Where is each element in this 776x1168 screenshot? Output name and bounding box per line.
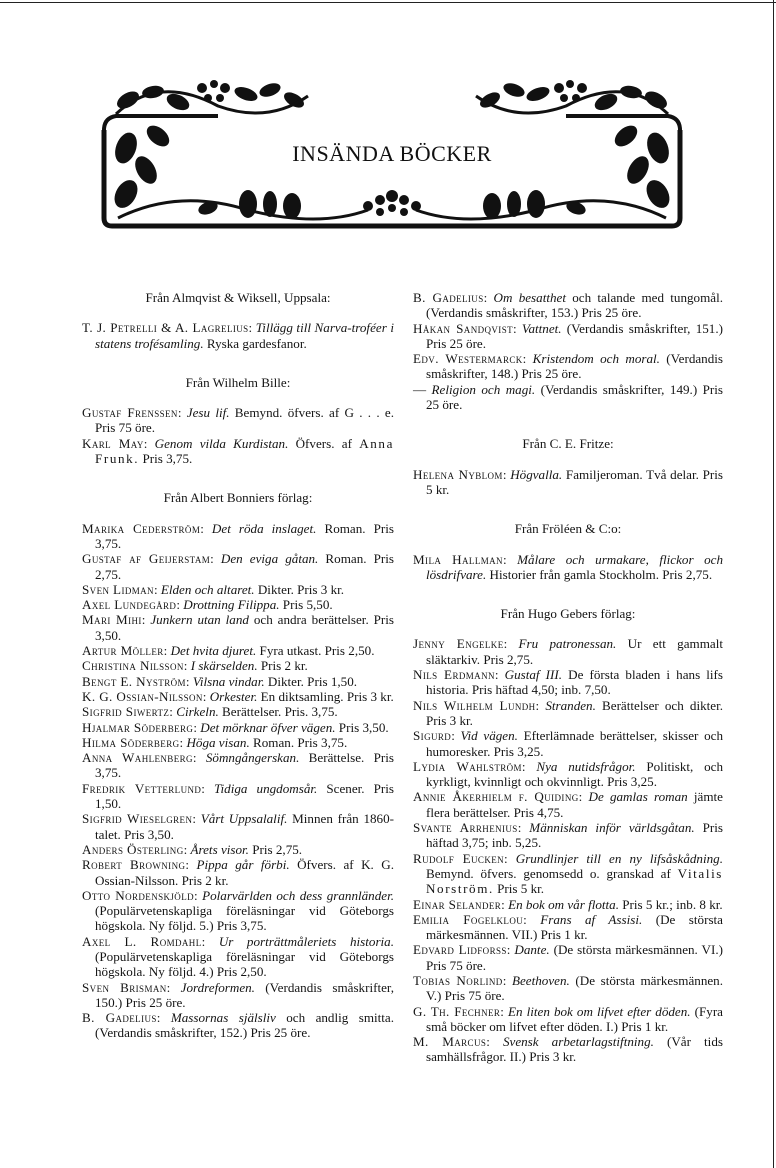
entry-author: Gustaf Frenssen [82,405,178,421]
entry-author: Anna Wahlenberg [82,750,193,766]
book-entry: Sigfrid Wieselgren: Vårt Uppsalalif. Minnen från 1860-talet. Pris 3,50. [82,811,395,842]
book-entry: Annie Åkerhielm f. Quiding: De gamlas roman jämte flera berättelser. Pris 4,75. [413,789,723,820]
book-entry [413,382,723,413]
book-entry: Artur Möller: Det hvita djuret. Fyra utkast. Pris 2,50. [82,643,375,659]
book-entry: Rudolf Eucken: Grundlinjer till en ny lifsåskådning. Bemynd. öfvers. genomsedd o. granskad af Vitalis Norström. Pris 5 kr. [413,850,723,897]
entry-details: Berättelse. Pris 3,75. [95,750,394,781]
entry-author: Sigfrid Wieselgren [82,811,193,827]
entry-title: Höga visan. [186,734,250,750]
entry-details: Bemynd. öfvers. af G . . . e. Pris 75 öre. [95,405,394,436]
book-entry: Hilma Söderberg: Höga visan. Roman. Pris 3,75. [82,734,348,750]
book-entry: Sigfrid Siwertz: Cirkeln. Berättelser. Pris. 3,75. [82,704,338,720]
book-entry: Marika Cederström: Det röda inslaget. Roman. Pris 3,75. [82,520,394,551]
publisher-heading: Från Wilhelm Bille: [185,374,291,390]
book-entry: Håkan Sandqvist: Vattnet. (Verdandis småskrifter, 151.) Pris 25 öre. [413,320,723,351]
entry-author: Sigurd [413,728,452,744]
book-entry: B. Gadelius: Om besatthet och talande med tungomål. (Verdandis småskrifter, 153.) Pris 25 öre. [413,290,723,321]
book-entry: Anders Österling: Årets visor. Pris 2,75. [82,841,303,857]
entry-details: En diktsamling. Pris 3 kr. [257,688,394,704]
book-entry: Edv. Westermarck: Kristendom och moral. (Verdandis småskrifter, 148.) Pris 25 öre. [413,351,724,382]
book-entry: Lydia Wahlström: Nya nutidsfrågor. Politiskt, och kyrkligt, kvinnligt och okvinnligt. Pris 3,25. [413,758,723,790]
book-entry: Otto Nordenskjöld: Polarvärlden och dess grannländer. (Populärvetenskapliga föreläsningar vid Göteborgs högskola. Ny följd. 5.) Pris 3,75. [82,887,394,934]
entry-title: Målare och urmakare, flickor och lösdrifvare. [426,551,723,582]
entry-title: Ur porträttmåleriets historia. [218,933,394,949]
entry-details: Pris häftad 3,75; inb. 5,25. [426,820,723,851]
entry-author: Sven Lidman [82,581,154,597]
entry-author: Lydia Wahlström [413,758,522,774]
entry-title: Fru patronessan. [518,636,617,652]
entry-author: Hjalmar Söderberg [82,719,194,735]
entry-details: (Populärvetenskapliga föreläsningar vid Göteborgs högskola. Ny följd. 4.) Pris 2,50. [95,948,394,980]
entry-title: Elden och altaret. [160,581,255,597]
entry-author: Axel L. Romdahl [82,933,202,949]
entry-title: Beethoven. [511,972,570,988]
scan-right-rule [773,0,774,1168]
entry-title: Stranden. [545,697,596,713]
book-entry: Bengt E. Nyström: Vilsna vindar. Dikter. Pris 1,50. [82,673,358,689]
entry-details: Dikter. Pris 1,50. [264,673,358,689]
entry-title: Vid vägen. [460,728,518,744]
entry-title: Jesu lif. [186,405,230,421]
entry-title: Den eviga gåtan. [220,551,319,567]
entry-title: Junkern utan land [150,612,249,628]
book-entry: Jenny Engelke: Fru patronessan. Ur ett gammalt släktarkiv. Pris 2,75. [413,636,723,667]
entry-details: (De största märkesmännen. V.) Pris 75 öre. [426,972,724,1004]
entry-details: Berättelser och dikter. Pris 3 kr. [426,697,724,728]
entry-details: jämte flera berättelser. Pris 4,75. [426,789,723,820]
book-entry: Christina Nilsson: I skärselden. Pris 2 kr. [82,658,308,674]
entry-details: Politiskt, och kyrkligt, kvinnligt och okvinnligt. Pris 3,25. [426,758,723,790]
entry-details: (Verdandis småskrifter, 149.) Pris 25 öre. [426,381,724,413]
book-entry: Emilia Fogelklou: Frans af Assisi. (De största märkesmännen. VII.) Pris 1 kr. [413,911,723,943]
book-entry: Mari Mihi: Junkern utan land och andra berättelser. Pris 3,50. [82,612,395,643]
entry-details: (Populärvetenskapliga föreläsningar vid Göteborgs högskola. Ny följd. 5.) Pris 3,75. [95,903,394,934]
entry-details: (Vår tids samhällsfrågor. II.) Pris 3 kr. [426,1034,723,1065]
right-column [413,290,723,1065]
entry-title: Människan inför världsgåtan. [529,820,695,836]
left-column [82,290,394,1041]
entry-title: Vattnet. [521,320,562,336]
entry-title: Om besatthet [493,290,566,305]
entry-title: Dante. [514,942,550,958]
entry-author: Svante Arrhenius [413,820,518,836]
book-entry: G. Th. Fechner: En liten bok om lifvet efter döden. (Fyra små böcker om lifvet efter döden. I.) Pris 1 kr. [413,1003,723,1034]
page-title: INSÄNDA BÖCKER [292,141,492,166]
entry-title: Pippa går förbi. [196,857,290,873]
publisher-heading: Från Albert Bonniers förlag: [163,490,313,506]
entry-title: Genom vilda Kurdistan. [154,435,289,451]
entry-author: Rudolf Eucken [413,850,505,866]
entry-title: Det mörknar öfver vägen. [200,719,336,735]
book-entry: Sven Lidman: Elden och altaret. Dikter. Pris 3 kr. [82,581,345,597]
entry-details: De första bladen i hans lifs historia. Pris häftad 4,50; inb. 7,50. [426,667,723,698]
entry-details: och andlig smitta. (Verdandis småskrifter, 152.) Pris 25 öre. [95,1010,394,1041]
entry-translator: Anna Frunk. [95,435,394,467]
entry-details: Pris 2,75. [248,841,303,857]
entry-price: Pris 3,75. [139,451,193,467]
entry-title: Frans af Assisi. [540,911,643,927]
entry-title: Grundlinjer till en ny lifsåskådning. [515,850,723,866]
book-entry: Sven Brisman: Jordreformen. (Verdandis småskrifter, 150.) Pris 25 öre. [82,979,394,1010]
book-entry: Anna Wahlenberg: Sömngångerskan. Berättelse. Pris 3,75. [82,750,394,781]
entry-details: (Verdandis småskrifter, 150.) Pris 25 öre. [95,979,394,1010]
entry-author: Nils Wilhelm Lundh [413,697,536,713]
entry-title: Gustaf III. [504,667,563,683]
entry-details: Roman. Pris 3,75. [95,520,394,551]
scan-top-rule [0,2,776,3]
entry-title: De gamlas roman [588,789,688,805]
book-entry: Svante Arrhenius: Människan inför världsgåtan. Pris häftad 3,75; inb. 5,25. [413,820,723,851]
entry-author: K. G. Ossian-Nilsson [82,688,203,704]
book-entry: Hjalmar Söderberg: Det mörknar öfver vägen. Pris 3,50. [82,719,389,735]
publisher-heading: Från Fröléen & C:o: [514,521,622,537]
book-entry: Helena Nyblom: Högvalla. Familjeroman. Två delar. Pris 5 kr. [413,466,723,497]
entry-title: Nya nutidsfrågor. [536,758,636,774]
entry-author: Karl May [82,435,144,451]
entry-author: Emilia Fogelklou [413,911,524,927]
entry-author: Jenny Engelke [413,636,504,652]
entry-title: Årets visor. [190,841,249,857]
entry-author: M. Marcus [413,1034,487,1050]
entry-details: Öfvers. af K. G. Ossian-Nilsson. Pris 2 kr. [95,857,394,888]
entry-author: Tobias Norlind [413,972,503,988]
entry-author: Annie Åkerhielm f. Quiding [413,789,579,805]
entry-details: Familjeroman. Två delar. Pris 5 kr. [426,466,723,497]
entry-details: (Fyra små böcker om lifvet efter döden. I.) Pris 1 kr. [426,1003,723,1034]
entry-author: Hilma Söderberg [82,734,180,750]
entry-title: Vilsna vindar. [192,673,265,689]
book-entry: Edvard Lidforss: Dante. (De största märkesmännen. VI.) Pris 75 öre. [413,942,723,973]
entry-dash: — [413,381,432,397]
entry-details: Pris 3,50. [335,719,389,735]
book-entry: Sigurd: Vid vägen. Efterlämnade berättelser, skisser och humoresker. Pris 3,25. [413,728,724,759]
entry-title: Kristendom och moral. [532,351,660,367]
book-entry: Robert Browning: Pippa går förbi. Öfvers. af K. G. Ossian-Nilsson. Pris 2 kr. [82,857,394,888]
entry-title: Polarvärlden och dess grannländer. [202,887,394,903]
entry-title: En liten bok om lifvet efter döden. [508,1003,691,1019]
entry-details: Ryska gardesfanor. [203,335,307,351]
publisher-heading: Från Almqvist & Wiksell, Uppsala: [145,290,331,305]
entry-title: Det hvita djuret. [170,643,257,659]
entry-author: Axel Lundegård [82,597,177,613]
entry-details: (De största märkesmännen. VII.) Pris 1 kr. [426,911,723,943]
book-entry: T. J. Petrelli & A. Lagrelius: Tillägg till Narva-troféer i statens trofésamling. Ryska gardesfanor. [82,320,394,351]
entry-title: Drottning Filippa. [183,597,280,613]
book-entry: M. Marcus: Svensk arbetarlagstiftning. (Vår tids samhällsfrågor. II.) Pris 3 kr. [413,1034,723,1065]
entry-title: I skärselden. [190,658,258,674]
entry-author: Helena Nyblom [413,466,503,482]
entry-translator: Vitalis Norström. [426,865,723,897]
entry-title: Jordreformen. [180,979,255,995]
entry-details: Pris 2 kr. [257,658,308,674]
entry-author: Mila Hallman [413,551,503,567]
book-entry: Tobias Norlind: Beethoven. (De största märkesmännen. V.) Pris 75 öre. [413,972,724,1004]
entry-title: Svensk arbetarlagstiftning. [502,1034,654,1050]
entry-author: Gustaf af Geijerstam [82,551,211,567]
entry-author: Håkan Sandqvist [413,320,513,336]
entry-title: Högvalla. [510,466,563,482]
entry-details: Roman. Pris 2,75. [95,551,394,582]
publisher-heading: Från C. E. Fritze: [522,436,614,452]
entry-details: Pris 5,50. [279,597,333,613]
entry-author: G. Th. Fechner [413,1003,501,1019]
entry-author: Bengt E. Nyström [82,673,186,689]
entry-author: Anders Österling [82,841,184,857]
entry-author: Nils Erdmann [413,667,495,683]
entry-author: T. J. Petrelli & A. Lagrelius [82,320,249,336]
entry-author: Mari Mihi [82,612,142,628]
entry-author: Edvard Lidforss [413,942,507,958]
entry-details: Roman. Pris 3,75. [249,734,348,750]
book-entry: Mila Hallman: Målare och urmakare, flickor och lösdrifvare. Historier från gamla Stockholm. Pris 2,75. [413,551,723,582]
entry-details: Dikter. Pris 3 kr. [254,581,345,597]
book-entry: Einar Selander: En bok om vår flotta. Pris 5 kr.; inb. 8 kr. [413,896,723,912]
entry-author: Christina Nilsson [82,658,184,674]
entry-author: Sven Brisman [82,979,167,995]
entry-details: Fyra utkast. Pris 2,50. [256,643,375,659]
entry-details: Historier från gamla Stockholm. Pris 2,75. [486,566,713,582]
entry-details: Bemynd. öfvers. genomsedd o. granskad af [426,865,678,881]
book-entry: Gustaf Frenssen: Jesu lif. Bemynd. öfvers. af G . . . e. Pris 75 öre. [82,405,394,436]
entry-title: Sömngångerskan. [205,750,300,766]
entry-details: (Verdandis småskrifter, 151.) Pris 25 öre. [426,320,723,351]
book-entry: Axel L. Romdahl: Ur porträttmåleriets historia. (Populärvetenskapliga föreläsningar vid Göteborgs högskola. Ny följd. 4.) Pris 2,50. [82,933,394,980]
entry-details: (Verdandis småskrifter, 148.) Pris 25 öre. [426,351,724,382]
book-entry: Karl May: Genom vilda Kurdistan. Öfvers. af Anna Frunk. Pris 3,75. [82,435,394,467]
entry-title: Massornas själsliv [170,1010,276,1026]
entry-title: En bok om vår flotta. [508,896,619,912]
entry-author: Artur Möller [82,643,164,659]
entry-author: B. Gadelius [82,1010,157,1026]
entry-author: Sigfrid Siwertz [82,704,170,720]
book-entry: B. Gadelius: Massornas själsliv och andlig smitta. (Verdandis småskrifter, 152.) Pris 25 öre. [82,1010,394,1041]
entry-details: Pris 5 kr.; inb. 8 kr. [619,896,723,912]
entry-details: Berättelser. Pris. 3,75. [218,704,338,720]
entry-title: Religion och magi. [431,381,536,397]
entry-details: Minnen från 1860-talet. Pris 3,50. [95,811,395,842]
entry-author: Otto Nordenskjöld [82,887,194,903]
entry-author: Robert Browning [82,857,186,873]
entry-title: Cirkeln. [176,704,219,720]
entry-author: Einar Selander [413,896,502,912]
book-entry: Nils Erdmann: Gustaf III. De första bladen i hans lifs historia. Pris häftad 4,50; inb. 7,50. [413,667,723,698]
entry-details: Scener. Pris 1,50. [95,780,394,812]
entry-details: och talande med tungomål. (Verdandis småskrifter, 153.) Pris 25 öre. [426,290,723,321]
entry-author: Edv. Westermarck [413,351,523,367]
entry-price: Pris 5 kr. [493,881,545,897]
publisher-heading: Från Hugo Gebers förlag: [500,606,636,622]
entry-title: Tillägg till Narva-troféer i statens trofésamling. [95,320,394,351]
entry-title: Tidiga ungdomsår. [213,780,318,796]
entry-details: (De största märkesmännen. VI.) Pris 75 öre. [426,942,723,973]
entry-author: Fredrik Vetterlund [82,780,202,796]
book-entry: K. G. Ossian-Nilsson: Orkester. En diktsamling. Pris 3 kr. [82,688,394,704]
book-entry: Fredrik Vetterlund: Tidiga ungdomsår. Scener. Pris 1,50. [82,780,394,812]
entry-details: och andra berättelser. Pris 3,50. [95,612,395,643]
entry-title: Det röda inslaget. [211,520,317,536]
book-entry: Axel Lundegård: Drottning Filippa. Pris 5,50. [82,597,333,613]
entry-details: Öfvers. af [288,435,360,451]
entry-title: Vårt Uppsalalif. [200,811,288,827]
entry-author: Marika Cederström [82,520,201,536]
entry-author: B. Gadelius [413,290,484,305]
book-entry: Gustaf af Geijerstam: Den eviga gåtan. Roman. Pris 2,75. [82,551,394,582]
book-entry: Nils Wilhelm Lundh: Stranden. Berättelser och dikter. Pris 3 kr. [413,697,724,728]
entry-title: Orkester. [209,688,258,704]
entry-details: Efterlämnade berättelser, skisser och humoresker. Pris 3,25. [426,728,724,759]
ornamental-header-banner [98,78,686,230]
entry-details: Ur ett gammalt släktarkiv. Pris 2,75. [426,636,723,667]
